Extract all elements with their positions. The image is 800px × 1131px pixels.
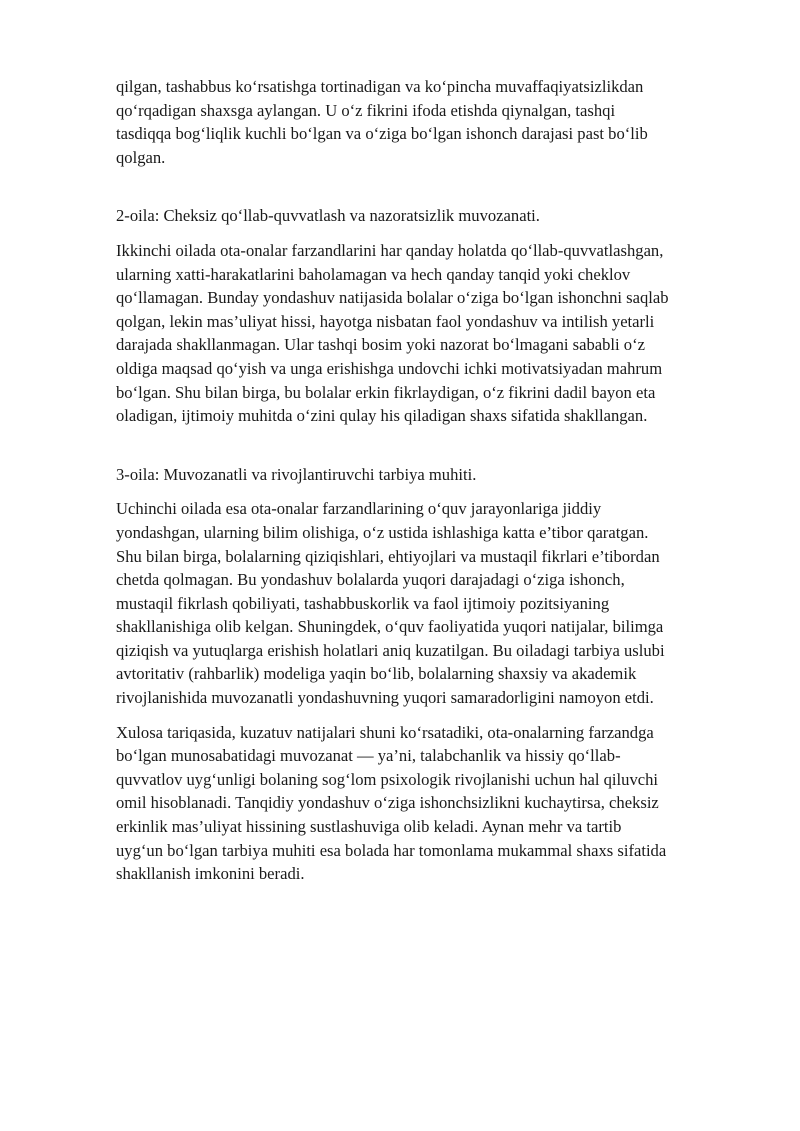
paragraph-family-2: Ikkinchi oilada ota-onalar farzandlarini har qanday holatda qo‘llab-quvvatlashgan, ularning xatti-harakatlarini baholamagan va hech qanday tanqid yoki cheklov qo‘llamagan. Bunday yondashuv natijasida bolalar o‘ziga bo‘lgan ishonchni saqlab qolgan, lekin mas’uliyat hissi, hayotga nisbatan faol yondashuv va intilish yetarli darajada shakllanmagan. Ular tashqi bosim yoki nazorat bo‘lmagani sababli o‘z oldiga maqsad qo‘yish va unga erishishga undovchi ichki motivatsiyadan mahrum bo‘lgan. Shu bilan birga, bu bolalar erkin fikrlaydigan, o‘z fikrini dadil bayon eta oladigan, ijtimoiy muhitda o‘zini qulay his qiladigan shaxs sifatida shakllangan. (116, 240, 669, 426)
paragraph-conclusion: Xulosa tariqasida, kuzatuv natijalari shuni ko‘rsatadiki, ota-onalarning farzandga bo‘lgan munosabatidagi muvozanat — ya’ni, talabchanlik va hissiy qo‘llab- quvvatlov uyg‘unligi bolaning sog‘lom psixologik rivojlanishi uchun hal qiluvchi omil hisoblanadi. Tanqidiy yondashuv o‘ziga ishonchsizlikni kuchaytirsa, cheksiz erkinlik mas’uliyat hissining sustlashuviga olib keladi. Aynan mehr va tartib uyg‘un bo‘lgan tarbiya muhiti esa bolada har tomonlama mukammal shaxs sifatida shakllanish imkonini beradi. (116, 722, 667, 884)
paragraph-continuation: qilgan, tashabbus ko‘rsatishga tortinadigan va ko‘pincha muvaffaqiyatsizlikdan qo‘rqadigan shaxsga aylangan. U o‘z fikrini ifoda etishda qiynalgan, tashqi tasdiqqa bog‘liqlik kuchli bo‘lgan va o‘ziga bo‘lgan ishonch darajasi past bo‘lib qolgan. (116, 77, 648, 167)
section-spacer (116, 439, 746, 463)
paragraph-family-3: Uchinchi oilada esa ota-onalar farzandlarining o‘quv jarayonlariga jiddiy yondashgan, ularning bilim olishiga, o‘z ustida ishlashiga katta e’tibor qaratgan. Shu bilan birga, bolalarning qiziqishlari, ehtiyojlari va mustaqil fikrlari e’tibordan chetda qolmagan. Bu yondashuv bolalarda yuqori darajadagi o‘ziga ishonch, mustaqil fikrlash qobiliyati, tashabbuskorlik va faol ijtimoiy pozitsiyaning shakllanishiga olib kelgan. Shuningdek, o‘quv faoliyatida yuqori natijalar, bilimga qiziqish va yutuqlarga erishish holatlari aniq kuzatilgan. Bu oiladagi tarbiya uslubi avtoritativ (rahbarlik) modeliga yaqin bo‘lib, bolalarning shaxsiy va akademik rivojlanishida muvozanatli yondashuvning yuqori samaradorligini namoyon etdi. (116, 499, 665, 708)
section-spacer (116, 180, 746, 204)
section-heading-family-3: 3-oila: Muvozanatli va rivojlantiruvchi tarbiya muhiti. (116, 464, 477, 484)
document-body (116, 75, 746, 897)
section-heading-family-2: 2-oila: Cheksiz qo‘llab-quvvatlash va nazoratsizlik muvozanati. (116, 206, 540, 226)
